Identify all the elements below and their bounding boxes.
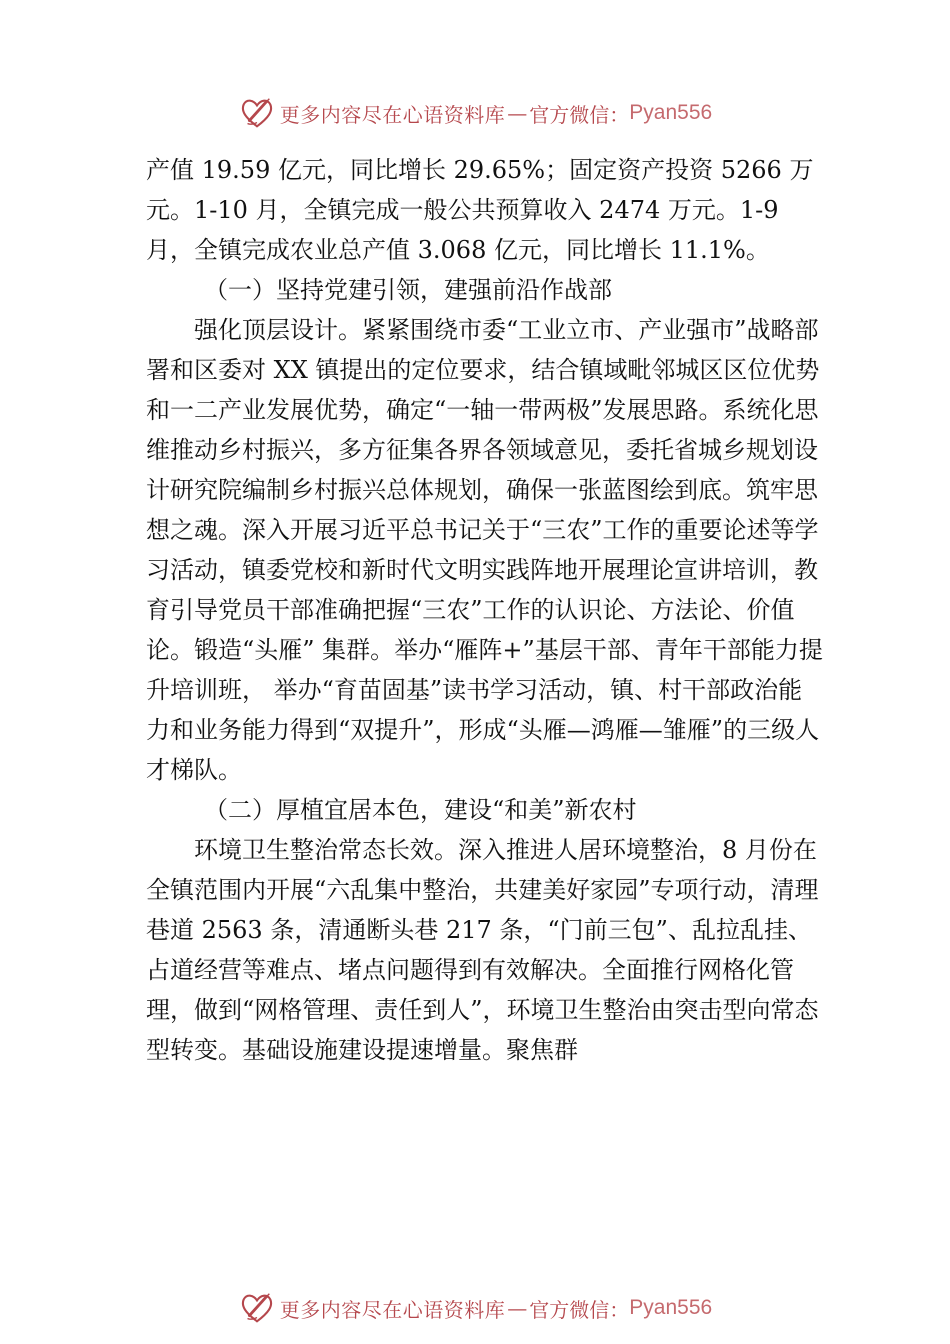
footer-watermark <box>0 1288 950 1328</box>
section-1-heading: （一）坚持党建引领，建强前沿作战部 <box>204 276 612 304</box>
intro-paragraph: 产值 19.59 亿元，同比增长 29.65%；固定资产投资 5266 万元。1-10 月，全镇完成一般公共预算收入 2474 万元。1-9 月，全镇完成农业总产值 3.068 亿元，同比增长 11.1%。 <box>146 156 814 264</box>
watermark-separator: — <box>507 101 528 125</box>
section-1-paragraph: 强化顶层设计。紧紧围绕市委“工业立市、产业强市”战略部署和区委对 XX 镇提出的定位要求，结合镇域毗邻城区区位优势和一二产业发展优势，确定“一轴一带两极”发展思路。系统化思维推动乡村振兴，多方征集各界各领域意见，委托省城乡规划设计研究院编制乡村振兴总体规划，确保一张蓝图绘到底。筑牢思想之魂。深入开展习近平总书记关于“三农”工作的重要论述等学习活动，镇委党校和新时代文明实践阵地开展理论宣讲培训，教育引导党员干部准确把握“三农”工作的认识论、方法论、价值论。锻造“头雁” 集群。举办“雁阵+”基层干部、青年干部能力提升培训班， 举办“育苗固基”读书学习活动，镇、村干部政治能力和业务能力得到“双提升”，形成“头雁—鸿雁—雏雁”的三级人才梯队。 <box>146 316 823 784</box>
watermark-text: 更多内容尽在心语资料库 <box>279 102 506 127</box>
document-body <box>146 150 826 1070</box>
watermark-wechat-id: Pyan556 <box>629 1296 713 1319</box>
watermark-text: 更多内容尽在心语资料库 <box>279 1297 506 1322</box>
section-2-paragraph: 环境卫生整治常态长效。深入推进人居环境整治，8 月份在全镇范围内开展“六乱集中整治，共建美好家园”专项行动，清理巷道 2563 条，清通断头巷 217 条，“门前三包”、乱拉乱挂、占道经营等难点、堵点问题得到有效解决。全面推行网格化管理，做到“网格管理、责任到人”，环境卫生整治由突击型向常态型转变。基础设施建设提速增量。聚焦群 <box>146 836 819 1064</box>
pen-heart-logo-icon <box>238 94 276 132</box>
section-2-heading: （二）厚植宜居本色，建设“和美”新农村 <box>204 796 637 824</box>
watermark-label: 官方微信： <box>529 102 630 127</box>
watermark-separator: — <box>507 1296 528 1320</box>
watermark-wechat-id: Pyan556 <box>629 101 713 124</box>
pen-heart-logo-icon <box>238 1289 276 1327</box>
watermark-label: 官方微信： <box>529 1297 630 1322</box>
header-watermark <box>0 93 950 133</box>
